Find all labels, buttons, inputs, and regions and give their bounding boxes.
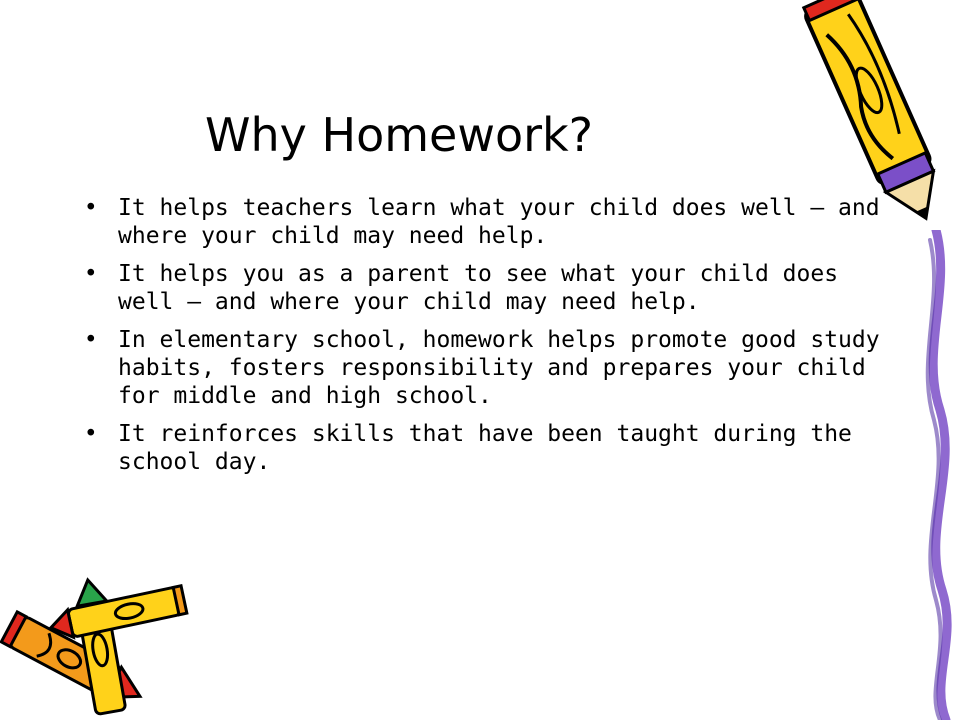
bullet-icon: • [84,261,98,287]
bullet-text: It helps teachers learn what your child does well – and where your child may need help. [118,195,880,249]
bullet-text: It helps you as a parent to see what your child does well – and where your child may need help. [118,261,839,315]
bullet-list [80,194,880,486]
list-item [80,326,880,410]
list-item [80,420,880,476]
crayon-squiggle-icon [900,230,960,720]
bullet-icon: • [84,195,98,221]
bullet-icon: • [84,327,98,353]
list-item [80,194,880,250]
bullet-text: It reinforces skills that have been taught during the school day. [118,421,852,475]
bullet-text: In elementary school, homework helps promote good study habits, fosters responsibility and prepares your child for middle and high school. [118,327,880,409]
list-item [80,260,880,316]
bullet-icon: • [84,421,98,447]
slide-title: Why Homework? [205,108,594,162]
crayons-icon [0,575,200,720]
